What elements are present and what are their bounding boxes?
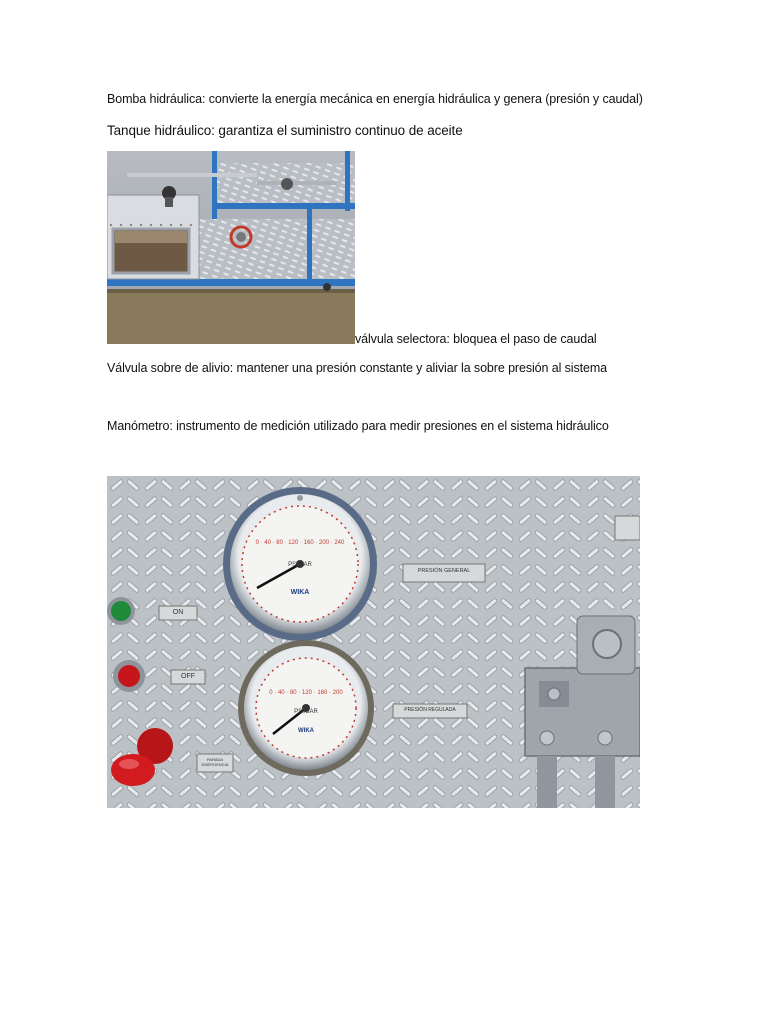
gauge-presion-regulada [238,640,374,776]
gauge2-unit: PSI/BAR [294,709,318,715]
text-tanque-hidraulico: Tanque hidráulico: garantiza el suministro continuo de aceite [107,123,463,138]
label-off: OFF [181,673,195,680]
gauge2-brand: WIKA [298,728,314,734]
photo-control-panel [107,476,640,808]
label-presion-regulada: PRESIÓN REGULADA [404,707,456,713]
green-on-button [107,597,135,625]
gauge2-scale-label: 0 · 40 · 80 · 120 · 160 · 200 [269,690,343,696]
text-valvula-alivio: Válvula sobre de alivio: mantener una presión constante y aliviar la sobre presión al sistema [107,361,608,375]
red-off-button [113,660,145,692]
label-on: ON [172,609,184,616]
label-presion-general: PRESIÓN GENERAL [417,568,471,574]
text-valvula-selectora: válvula selectora: bloquea el paso de caudal [355,332,597,346]
gauge1-brand: WIKA [290,589,310,596]
photo-hydraulic-bench [107,151,355,344]
text-manometro: Manómetro: instrumento de medición utilizado para medir presiones en el sistema hidráulico [107,419,609,433]
gauge1-unit: PSI/BAR [288,562,312,568]
text-bomba-hidraulica: Bomba hidráulica: convierte la energía mecánica en energía hidráulica y genera (presión y caudal) [107,92,643,106]
label-emergencia: PARADA EMERGENCIA [201,757,229,767]
gauge1-scale-label: 0 · 40 · 80 · 120 · 160 · 200 · 240 [255,540,345,546]
